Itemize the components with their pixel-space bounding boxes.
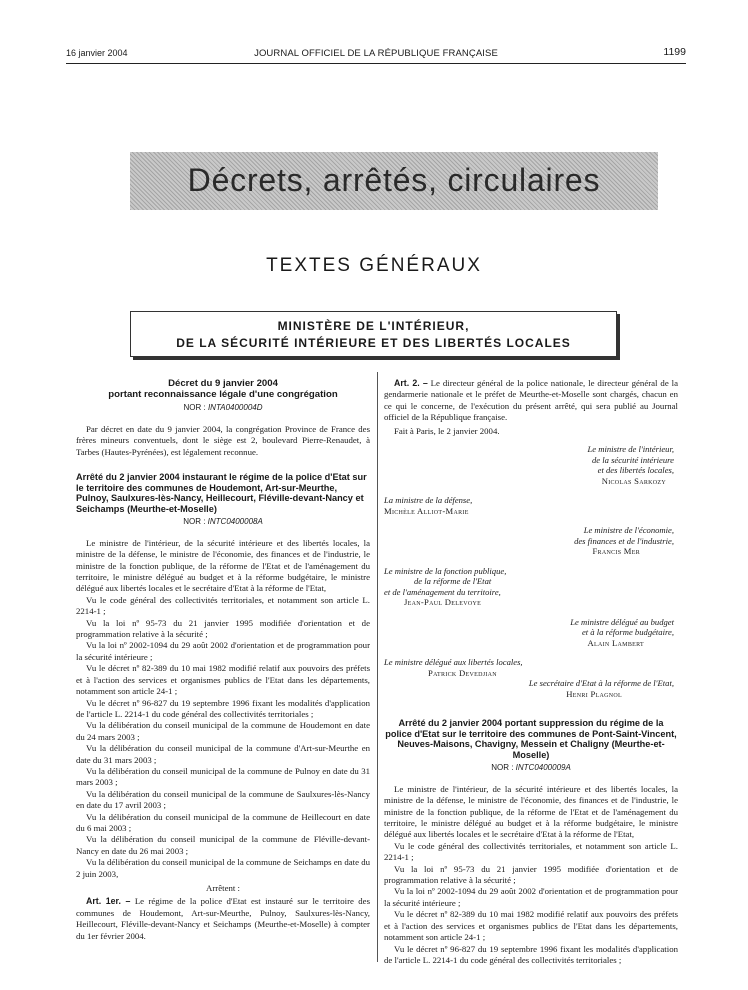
- arrete1-visa: Vu la délibération du conseil municipal de la commune d'Art-sur-Meurthe en date du 31 mars 2003 ;: [76, 743, 370, 765]
- banner-title: Décrets, arrêtés, circulaires: [187, 162, 601, 198]
- arrete2-visa: Vu la loi nº 95-73 du 21 janvier 1995 modifiée d'orientation et de programmation relative à la sécurité ;: [384, 863, 678, 886]
- arrete1-article2: [384, 378, 678, 424]
- signature-secretaire: [384, 678, 674, 699]
- page-number: 1199: [663, 46, 686, 58]
- nor-code: INTA0400004D: [207, 403, 263, 413]
- arrete1-nor: [76, 516, 370, 527]
- sig-name: Michèle Alliot-Marie: [384, 505, 469, 516]
- column-divider: [377, 372, 378, 962]
- decree1-nor: [76, 402, 370, 413]
- right-column: [384, 378, 678, 966]
- arrete1-intro: Le ministre de l'intérieur, de la sécurité intérieure et des libertés locales, la ministre de la défense, le ministre de l'économie, des finances et de l'industrie, le ministre de la fonction publique, de la réforme de l'Etat et de l'aménagement du territoire, le ministre délégué au budget et à la réforme budgétaire, le ministre délégué aux libertés locales et le secrétaire d'Etat à la réforme de l'Etat,: [76, 537, 370, 594]
- sig-title: et des libertés locales,: [597, 465, 674, 476]
- arrete1-visa: Vu le code général des collectivités territoriales, et notamment son article L. 2214-1 ;: [76, 594, 370, 617]
- header-rule: [66, 63, 686, 64]
- arrete1-visa: Vu la loi nº 2002-1094 du 29 août 2002 d'orientation et de programmation pour la sécurité intérieure ;: [76, 640, 370, 662]
- nor-label: NOR :: [491, 763, 514, 773]
- sig-name: Alain Lambert: [587, 637, 644, 648]
- decree1-title: [76, 378, 370, 400]
- sig-name: Nicolas Sarkozy: [601, 475, 666, 486]
- sig-title: Le ministre de la fonction publique,: [384, 565, 507, 576]
- sig-title: Le ministre de l'économie,: [583, 525, 674, 536]
- arrete1-visa: Vu la délibération du conseil municipal de la commune de Pulnoy en date du 31 mars 2003 ;: [76, 765, 370, 788]
- arrete1-visa: Vu la délibération du conseil municipal de la commune de Houdemont en date du 24 mars 2003 ;: [76, 720, 370, 742]
- ministry-line-1: MINISTÈRE DE L'INTÉRIEUR,: [277, 319, 470, 333]
- arrete1-visa: Vu le décret nº 96-827 du 19 septembre 1996 fixant les modalités d'application de l'article L. 2214-1 du code général des collectivités territoriales ;: [76, 697, 370, 719]
- sig-title: La ministre de la défense,: [384, 495, 473, 506]
- sig-title: de la sécurité intérieure: [591, 454, 674, 465]
- fait-a-paris: Fait à Paris, le 2 janvier 2004.: [394, 425, 500, 436]
- sig-title: des finances et de l'industrie,: [574, 535, 674, 546]
- arrete1-visa: Vu le décret nº 82-389 du 10 mai 1982 modifié relatif aux pouvoirs des préfets et à l'action des services et organismes publics de l'Etat dans les départements, notamment son article 24-1 ;: [76, 663, 370, 697]
- arrete1-title: Arrêté du 2 janvier 2004 instaurant le régime de la police d'Etat sur le territoire des communes de Houdemont, Art-sur-Meurthe, Pulnoy, Saulxures-lès-Nancy, Heillecourt, Fléville-devant-Nancy et Seichamps (Meurthe-et-Moselle): [76, 472, 367, 514]
- signature-libertes: [384, 657, 678, 678]
- section-banner: [130, 152, 658, 210]
- page-header: [66, 46, 686, 60]
- signature-interieur: [384, 444, 674, 486]
- left-column: [76, 378, 370, 942]
- arrete2-visa: Vu la loi nº 2002-1094 du 29 août 2002 d'orientation et de programmation pour la sécurité intérieure ;: [384, 886, 678, 908]
- nor-label: NOR :: [183, 517, 206, 527]
- nor-code: INTC0400009A: [515, 763, 571, 773]
- sig-name: Henri Plagnol: [566, 688, 622, 699]
- arrete1-visa: Vu la loi nº 95-73 du 21 janvier 1995 modifiée d'orientation et de programmation relative à la sécurité ;: [76, 617, 370, 640]
- nor-label: NOR :: [183, 403, 206, 413]
- sig-title: Le ministre de l'intérieur,: [587, 444, 674, 455]
- ministry-box: [130, 311, 617, 357]
- arrete1-visa: Vu la délibération du conseil municipal de la commune de Heillecourt en date du 6 mai 2003 ;: [76, 811, 370, 833]
- sig-title: et de l'aménagement du territoire,: [384, 586, 501, 597]
- arrete1-visa: Vu la délibération du conseil municipal de la commune de Seichamps en date du 2 juin 2003,: [76, 857, 370, 879]
- article1-text: Le régime de la police d'Etat est instauré sur le territoire des communes de Houdemont, Art-sur-Meurthe, Pulnoy, Saulxures-lès-Nancy, Heillecourt, Fléville-devant-Nancy et Seichamps (Meurthe-et-Moselle) à compter du 1er février 2004.: [76, 896, 371, 941]
- sig-title: et à la réforme budgétaire,: [581, 627, 674, 638]
- arrete2-title: Arrêté du 2 janvier 2004 portant suppression du régime de la police d'Etat sur le territoire des communes de Pont-Saint-Vincent, Neuves-Maisons, Chavigny, Messein et Chaligny (Meurthe-et-Moselle): [385, 718, 677, 760]
- arrete1-article1: [76, 896, 370, 942]
- ministry-line-2: DE LA SÉCURITÉ INTÉRIEURE ET DES LIBERTÉS LOCALES: [176, 336, 571, 350]
- arrete1-visa: Vu la délibération du conseil municipal de la commune de Fléville-devant-Nancy en date du 26 mai 2003 ;: [76, 834, 370, 856]
- article2-label: Art. 2. –: [394, 378, 428, 388]
- signature-defense: [384, 495, 678, 516]
- arretent: Arrêtent :: [206, 883, 240, 893]
- section-title: TEXTES GÉNÉRAUX: [266, 255, 482, 276]
- sig-title: de la réforme de l'Etat: [414, 576, 492, 587]
- decree1-title-line1: Décret du 9 janvier 2004: [168, 378, 278, 389]
- header-date: 16 janvier 2004: [66, 48, 128, 58]
- arrete1-visa: Vu la délibération du conseil municipal de la commune de Saulxures-lès-Nancy en date du 17 avril 2003 ;: [76, 788, 370, 811]
- journal-title: JOURNAL OFFICIEL DE LA RÉPUBLIQUE FRANÇAISE: [254, 48, 498, 59]
- signature-budget: [384, 617, 674, 649]
- arrete2-visa: Vu le décret nº 82-389 du 10 mai 1982 modifié relatif aux pouvoirs des préfets et à l'action des services et organismes publics de l'Etat dans les départements, notamment son article 24-1 ;: [384, 909, 678, 943]
- decree1-body: Par décret en date du 9 janvier 2004, la congrégation Province de France des frères mineurs conventuels, dont le siège est 2, boulevard Pierre-Renaudet, à Tarbes (Hautes-Pyrénées), est légalement reconnue.: [76, 423, 370, 457]
- nor-code: INTC0400008A: [207, 517, 263, 527]
- article2-text: Le directeur général de la police nationale, le directeur général de la gendarmerie nationale et le préfet de Meurthe-et-Moselle sont chargés, chacun en ce qui le concerne, de l'exécution du présent arrêté, qui sera publié au Journal officiel de la République française.: [384, 378, 679, 423]
- arrete2-visa: Vu le décret nº 96-827 du 19 septembre 1996 fixant les modalités d'application de l'article L. 2214-1 du code général des collectivités territoriales ;: [384, 943, 678, 965]
- arrete2-visa: Vu le code général des collectivités territoriales, et notamment son article L. 2214-1 ;: [384, 840, 678, 863]
- article1-label: Art. 1er. –: [86, 896, 131, 907]
- signature-fonction-publique: [384, 566, 678, 608]
- sig-name: Jean-Paul Delevoye: [404, 597, 482, 608]
- sig-title: Le ministre délégué au budget: [570, 616, 674, 627]
- decree1-title-line2: portant reconnaissance légale d'une congrégation: [108, 389, 338, 401]
- arrete2-nor: [384, 762, 678, 773]
- arrete2-intro: Le ministre de l'intérieur, de la sécurité intérieure et des libertés locales, la ministre de la défense, le ministre de l'économie, des finances et de l'industrie, le ministre de la fonction publique, de la réforme de l'Etat et de l'aménagement du territoire, le ministre délégué au budget et à la réforme budgétaire, le ministre délégué aux libertés locales et le secrétaire d'Etat à la réforme de l'Etat,: [384, 783, 678, 840]
- sig-title: Le secrétaire d'Etat à la réforme de l'Etat,: [528, 678, 674, 689]
- sig-name: Patrick Devedjian: [428, 667, 497, 678]
- signature-economie: [384, 525, 674, 557]
- sig-name: Francis Mer: [592, 546, 640, 557]
- sig-title: Le ministre délégué aux libertés locales,: [384, 657, 523, 668]
